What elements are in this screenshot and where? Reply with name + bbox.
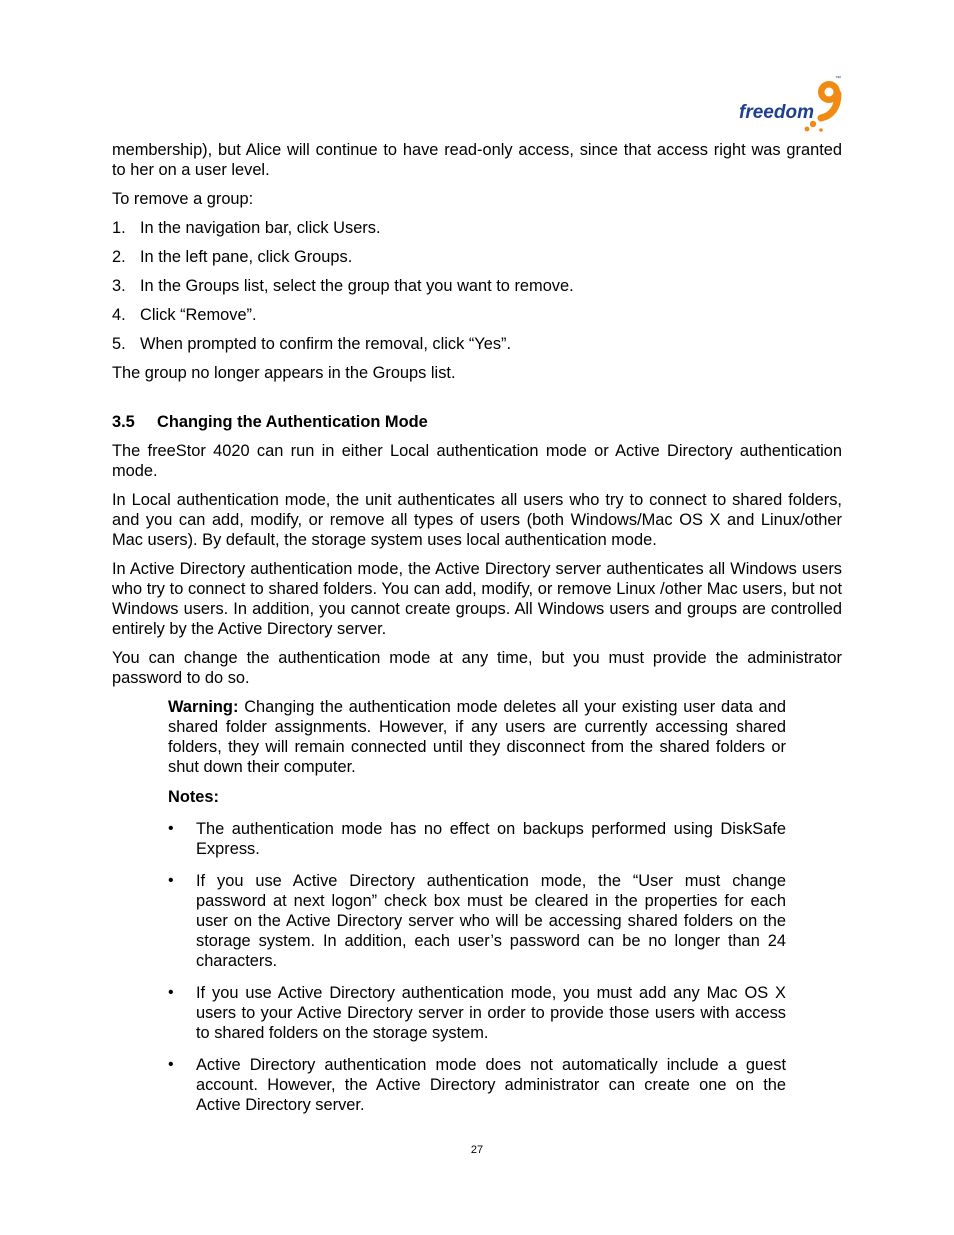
notes-list bbox=[168, 819, 786, 1115]
section-title: Changing the Authentication Mode bbox=[157, 413, 428, 431]
note-item: • If you use Active Directory authentication mode, you must add any Mac OS X users to your Active Directory server in order to provide those users with access to shared folders on the storage system. bbox=[168, 984, 786, 1042]
step-item: 4. Click “Remove”. bbox=[112, 306, 257, 324]
step-item: 5. When prompted to confirm the removal, click “Yes”. bbox=[112, 335, 512, 353]
step-item: 2. In the left pane, click Groups. bbox=[112, 248, 353, 266]
document-body bbox=[112, 140, 842, 1127]
logo-wordmark: freedom bbox=[739, 102, 814, 123]
continuation-paragraph: membership), but Alice will continue to have read-only access, since that access right was granted to her on a user level. bbox=[112, 141, 842, 179]
remove-group-steps bbox=[112, 218, 842, 354]
bullet-icon: • bbox=[168, 1056, 174, 1073]
notes-title: Notes: bbox=[168, 788, 219, 806]
section-number: 3.5 bbox=[112, 413, 135, 431]
remove-group-result: The group no longer appears in the Groups list. bbox=[112, 364, 456, 382]
note-item: • If you use Active Directory authentication mode, the “User must change password at next logon” check box must be cleared in the properties for each user on the Active Directory server who will be accessing shared folders on the storage system. In addition, each user’s password can be no longer than 24 characters. bbox=[168, 872, 786, 970]
warning-text: Changing the authentication mode deletes all your existing user data and shared folder assignments. However, if any users are currently accessing shared folders, they will remain connected until they disconnect from the shared folders or shut down their computer. bbox=[168, 698, 786, 776]
note-item: • Active Directory authentication mode does not automatically include a guest account. However, the Active Directory administrator can create one on the Active Directory server. bbox=[168, 1056, 786, 1114]
logo-trademark: ™ bbox=[835, 76, 841, 82]
bullet-icon: • bbox=[168, 984, 174, 1001]
warning-paragraph bbox=[168, 697, 786, 777]
bullet-icon: • bbox=[168, 872, 174, 889]
remove-group-intro: To remove a group: bbox=[112, 190, 254, 208]
section-paragraph: In Active Directory authentication mode, the Active Directory server authenticates all Windows users who try to connect to shared folders. You can add, modify, or remove Linux /other Mac users, but not Windows users. In addition, you cannot create groups. All Windows users and groups are controlled entirely by the Active Directory server. bbox=[112, 560, 842, 638]
section-paragraph: You can change the authentication mode at any time, but you must provide the administrator password to do so. bbox=[112, 649, 842, 687]
warning-notes-block bbox=[168, 697, 786, 1115]
step-item: 3. In the Groups list, select the group that you want to remove. bbox=[112, 277, 574, 295]
section-paragraph: The freeStor 4020 can run in either Local authentication mode or Active Directory authentication mode. bbox=[112, 442, 842, 480]
page-number: 27 bbox=[470, 1144, 484, 1156]
note-item: • The authentication mode has no effect on backups performed using DiskSafe Express. bbox=[168, 820, 786, 858]
warning-label: Warning: bbox=[168, 698, 239, 716]
bullet-icon: • bbox=[168, 820, 174, 837]
freedom9-logo bbox=[737, 72, 847, 134]
section-paragraph: In Local authentication mode, the unit authenticates all users who try to connect to shared folders, and you can add, modify, or remove all types of users (both Windows/Mac OS X and Linux/other Mac users). By default, the storage system uses local authentication mode. bbox=[112, 491, 842, 549]
step-item: 1. In the navigation bar, click Users. bbox=[112, 219, 381, 237]
section-heading bbox=[112, 412, 842, 432]
